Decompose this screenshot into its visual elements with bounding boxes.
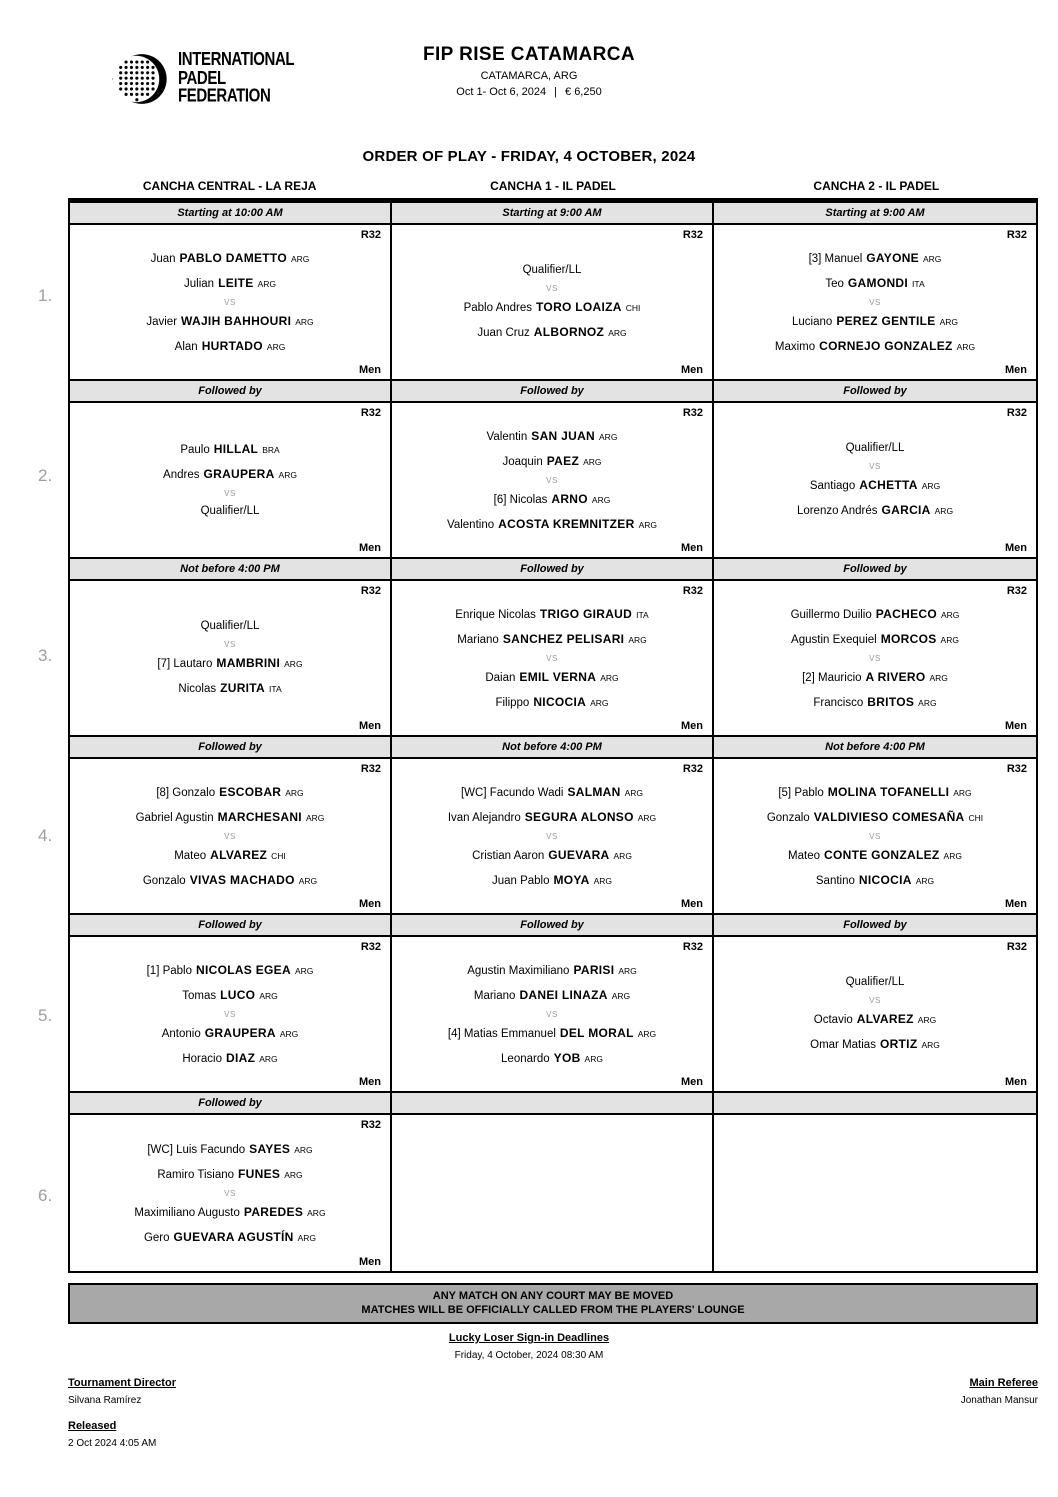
player-name: Ivan Alejandro SEGURA ALONSO ARG (447, 809, 657, 824)
player-name: [7] Lautaro MAMBRINI ARG (157, 656, 303, 670)
player-name: Leonardo YOB ARG (501, 1050, 603, 1065)
slot-header: Followed by (714, 915, 1036, 937)
category-label: Men (359, 1076, 381, 1088)
released-block (68, 1420, 176, 1449)
player-name: Juan Pablo MOYA ARG (491, 872, 613, 887)
slot-header: Starting at 9:00 AM (714, 203, 1036, 225)
player-name: Ramiro Tisiano FUNES ARG (157, 1166, 303, 1181)
category-label: Men (1005, 898, 1027, 910)
player-name: Mariano SANCHEZ PELISARI ARG (457, 631, 647, 646)
category-label: Men (681, 898, 703, 910)
vs-label: VS (869, 462, 881, 471)
player-name: Omar Matias ORTIZ ARG (810, 1037, 940, 1051)
teams (70, 778, 390, 894)
officials-left (68, 1377, 176, 1449)
player-name: Mateo CONTE GONZALEZ ARG (788, 847, 962, 862)
teams (70, 600, 390, 716)
lucky-loser-time: Friday, 4 October, 2024 08:30 AM (454, 1350, 604, 1361)
player-name: [2] Mauricio A RIVERO ARG (802, 669, 948, 684)
category-label: Men (1005, 720, 1027, 732)
player-name: Juan PABLO DAMETTO ARG (150, 250, 310, 265)
round-label: R32 (1006, 229, 1027, 241)
slot-header: Followed by (70, 915, 392, 937)
player-name: Antonio GRAUPERA ARG (161, 1025, 299, 1040)
vs-label: VS (546, 475, 558, 485)
player-name: [6] Nicolas ARNO ARG (493, 491, 611, 506)
row-number: 3. (38, 646, 53, 665)
lucky-loser-deadlines (0, 1332, 1058, 1361)
logo-line: INTERNATIONAL (178, 48, 295, 71)
match-cell (392, 937, 714, 1093)
tournament-director-label: Tournament Director (68, 1377, 176, 1389)
tournament-title: FIP RISE CATAMARCA (423, 44, 635, 65)
vs-label: VS (869, 996, 881, 1005)
slot-header: Followed by (70, 1093, 392, 1115)
released-datetime: 2 Oct 2024 4:05 AM (68, 1438, 157, 1449)
player-name: Santino NICOCIA ARG (815, 872, 935, 887)
main-referee-name: Jonathan Mansur (960, 1395, 1038, 1406)
player-name: Enrique Nicolas TRIGO GIRAUD ITA (455, 606, 649, 621)
court-header-cancha1: CANCHA 1 - IL PADEL (490, 179, 616, 193)
lucky-loser-title: Lucky Loser Sign-in Deadlines (448, 1332, 610, 1344)
tournament-prize: € 6,250 (565, 86, 602, 98)
teams (70, 1134, 390, 1252)
player-name: Qualifier/LL (200, 620, 260, 632)
round-label: R32 (360, 229, 381, 241)
player-name: Maximiliano Augusto PAREDES ARG (134, 1204, 326, 1219)
player-name: Joaquin PAEZ ARG (502, 453, 602, 468)
player-name: Santiago ACHETTA ARG (809, 478, 941, 492)
player-name: Lorenzo Andrés GARCIA ARG (796, 503, 954, 517)
vs-label: VS (224, 1188, 236, 1198)
logo-line: FEDERATION (178, 85, 271, 107)
player-name: [WC] Luis Facundo SAYES ARG (147, 1141, 313, 1156)
player-name: Julian LEITE ARG (184, 275, 276, 290)
category-label: Men (681, 542, 703, 554)
player-name: [1] Pablo NICOLAS EGEA ARG (146, 962, 314, 977)
player-name: Mariano DANEI LINAZA ARG (473, 987, 631, 1002)
separator: | (554, 86, 558, 98)
match-cell (70, 403, 392, 559)
player-name: Qualifier/LL (200, 505, 260, 517)
category-label: Men (681, 1076, 703, 1088)
vs-label: VS (869, 297, 881, 307)
slot-header: Not before 4:00 PM (70, 559, 392, 581)
player-name: [4] Matias Emmanuel DEL MORAL ARG (447, 1025, 657, 1040)
teams (70, 422, 390, 538)
vs-label: VS (869, 653, 881, 663)
round-label: R32 (1006, 407, 1027, 419)
match-cell (714, 581, 1036, 737)
teams (392, 422, 712, 538)
player-name: Qualifier/LL (522, 264, 582, 276)
slot-header (714, 1093, 1036, 1115)
player-name: Teo GAMONDI ITA (825, 275, 925, 290)
match-cell (392, 403, 714, 559)
player-name: Mateo ALVAREZ CHI (174, 847, 286, 862)
slot-header (392, 1093, 714, 1115)
player-name: Daian EMIL VERNA ARG (485, 669, 619, 684)
row-number: 5. (38, 1006, 53, 1025)
slot-header: Not before 4:00 PM (714, 737, 1036, 759)
player-name: Javier WAJIH BAHHOURI ARG (146, 313, 314, 328)
match-cell (392, 1115, 714, 1271)
document-header (0, 44, 1058, 124)
teams (392, 244, 712, 360)
category-label: Men (359, 364, 381, 376)
vs-label: VS (546, 1009, 558, 1019)
player-name: Cristian Aaron GUEVARA ARG (472, 847, 632, 862)
round-label: R32 (682, 941, 703, 953)
slot-header: Followed by (392, 381, 714, 403)
notice-line-2: MATCHES WILL BE OFFICIALLY CALLED FROM THE PLAYERS' LOUNGE (361, 1304, 745, 1316)
round-label: R32 (360, 1119, 381, 1131)
category-label: Men (681, 720, 703, 732)
player-name: Horacio DIAZ ARG (182, 1050, 278, 1065)
player-name: Juan Cruz ALBORNOZ ARG (477, 325, 627, 339)
player-name: Qualifier/LL (845, 442, 905, 454)
round-label: R32 (360, 763, 381, 775)
round-label: R32 (360, 941, 381, 953)
match-cell (392, 225, 714, 381)
slot-header: Followed by (70, 737, 392, 759)
round-label: R32 (682, 763, 703, 775)
player-name: Nicolas ZURITA ITA (178, 681, 282, 695)
vs-label: VS (224, 640, 236, 649)
round-label: R32 (682, 229, 703, 241)
schedule-grid (68, 198, 1038, 1273)
player-name: Agustin Exequiel MORCOS ARG (791, 631, 959, 646)
officials-section (68, 1377, 1038, 1449)
vs-label: VS (224, 489, 236, 498)
player-name: Qualifier/LL (845, 976, 905, 988)
player-name: Guillermo Duilio PACHECO ARG (790, 606, 960, 621)
logo-line: PADEL (178, 67, 226, 89)
ipf-logo-text (178, 48, 295, 107)
row-number: 2. (38, 466, 53, 485)
player-name: Maximo CORNEJO GONZALEZ ARG (774, 338, 976, 353)
row-numbers (38, 198, 66, 1273)
player-name: Francisco BRITOS ARG (813, 694, 937, 709)
player-name: Luciano PEREZ GENTILE ARG (792, 313, 958, 328)
player-name: Gonzalo VIVAS MACHADO ARG (142, 872, 318, 887)
schedule-grid-wrap (38, 198, 1038, 1273)
round-label: R32 (1006, 585, 1027, 597)
teams (714, 244, 1036, 360)
round-label: R32 (360, 407, 381, 419)
category-label: Men (359, 1256, 381, 1268)
teams (714, 778, 1036, 894)
tournament-dates: Oct 1- Oct 6, 2024 (456, 86, 547, 98)
teams (70, 956, 390, 1072)
category-label: Men (1005, 1076, 1027, 1088)
category-label: Men (681, 364, 703, 376)
ipf-logo (112, 46, 294, 112)
slot-header: Starting at 10:00 AM (70, 203, 392, 225)
category-label: Men (359, 720, 381, 732)
player-name: Gabriel Agustin MARCHESANI ARG (135, 809, 325, 824)
category-label: Men (359, 542, 381, 554)
match-cell (392, 759, 714, 915)
vs-label: VS (224, 1009, 236, 1019)
teams (714, 422, 1036, 538)
match-cell (70, 937, 392, 1093)
player-name: Tomas LUCO ARG (182, 987, 278, 1002)
match-cell (70, 1115, 392, 1271)
round-label: R32 (682, 407, 703, 419)
round-label: R32 (1006, 941, 1027, 953)
teams (714, 600, 1036, 716)
player-name: Valentin SAN JUAN ARG (486, 428, 618, 443)
match-cell (70, 759, 392, 915)
tournament-director-name: Silvana Ramírez (68, 1395, 142, 1406)
match-cell (714, 937, 1036, 1093)
match-cell (70, 225, 392, 381)
match-cell (714, 225, 1036, 381)
player-name: [WC] Facundo Wadi SALMAN ARG (460, 784, 644, 799)
player-name: Andres GRAUPERA ARG (163, 467, 297, 481)
teams (70, 244, 390, 360)
slot-header: Starting at 9:00 AM (392, 203, 714, 225)
teams (714, 956, 1036, 1072)
row-number: 4. (38, 826, 53, 845)
released-label: Released (68, 1420, 117, 1432)
category-label: Men (1005, 542, 1027, 554)
player-name: Gonzalo VALDIVIESO COMESAÑA CHI (766, 809, 984, 824)
player-name: Filippo NICOCIA ARG (495, 694, 609, 709)
court-header-central: CANCHA CENTRAL - LA REJA (142, 179, 317, 193)
slot-header: Followed by (714, 381, 1036, 403)
schedule-content (38, 179, 1038, 1273)
vs-label: VS (546, 653, 558, 663)
round-label: R32 (1006, 763, 1027, 775)
tournament-location: CATAMARCA, ARG (480, 70, 578, 82)
vs-label: VS (546, 831, 558, 841)
category-label: Men (1005, 364, 1027, 376)
court-header-cancha2: CANCHA 2 - IL PADEL (813, 179, 940, 193)
slot-header: Followed by (392, 559, 714, 581)
notice-banner (68, 1283, 1038, 1324)
player-name: [3] Manuel GAYONE ARG (808, 250, 942, 265)
vs-label: VS (224, 297, 236, 307)
teams (392, 600, 712, 716)
match-cell (70, 581, 392, 737)
vs-label: VS (224, 831, 236, 841)
slot-header: Followed by (392, 915, 714, 937)
match-cell (714, 1115, 1036, 1271)
slot-header: Followed by (70, 381, 392, 403)
row-number: 1. (38, 286, 53, 305)
player-name: Agustin Maximiliano PARISI ARG (467, 962, 637, 977)
round-label: R32 (360, 585, 381, 597)
vs-label: VS (546, 284, 558, 293)
vs-label: VS (869, 831, 881, 841)
main-referee-label: Main Referee (969, 1377, 1038, 1389)
match-cell (714, 759, 1036, 915)
player-name: Pablo Andres TORO LOAIZA CHI (463, 300, 641, 314)
order-of-play-title: ORDER OF PLAY - FRIDAY, 4 OCTOBER, 2024 (362, 148, 696, 165)
row-number: 6. (38, 1186, 53, 1205)
player-name: [5] Pablo MOLINA TOFANELLI ARG (778, 784, 972, 799)
slot-header: Followed by (714, 559, 1036, 581)
match-cell (714, 403, 1036, 559)
teams (392, 956, 712, 1072)
ipf-logo-mark (112, 46, 170, 112)
officials-right (961, 1377, 1038, 1449)
player-name: [8] Gonzalo ESCOBAR ARG (156, 784, 304, 799)
teams (392, 778, 712, 894)
player-name: Gero GUEVARA AGUSTÍN ARG (143, 1229, 317, 1244)
slot-header: Not before 4:00 PM (392, 737, 714, 759)
player-name: Alan HURTADO ARG (174, 338, 286, 353)
notice-line-1: ANY MATCH ON ANY COURT MAY BE MOVED (432, 1290, 674, 1302)
player-name: Paulo HILLAL BRA (180, 442, 280, 456)
match-cell (392, 581, 714, 737)
category-label: Men (359, 898, 381, 910)
player-name: Valentino ACOSTA KREMNITZER ARG (447, 516, 657, 531)
court-headers (68, 179, 1038, 193)
round-label: R32 (682, 585, 703, 597)
player-name: Octavio ALVAREZ ARG (813, 1012, 937, 1026)
